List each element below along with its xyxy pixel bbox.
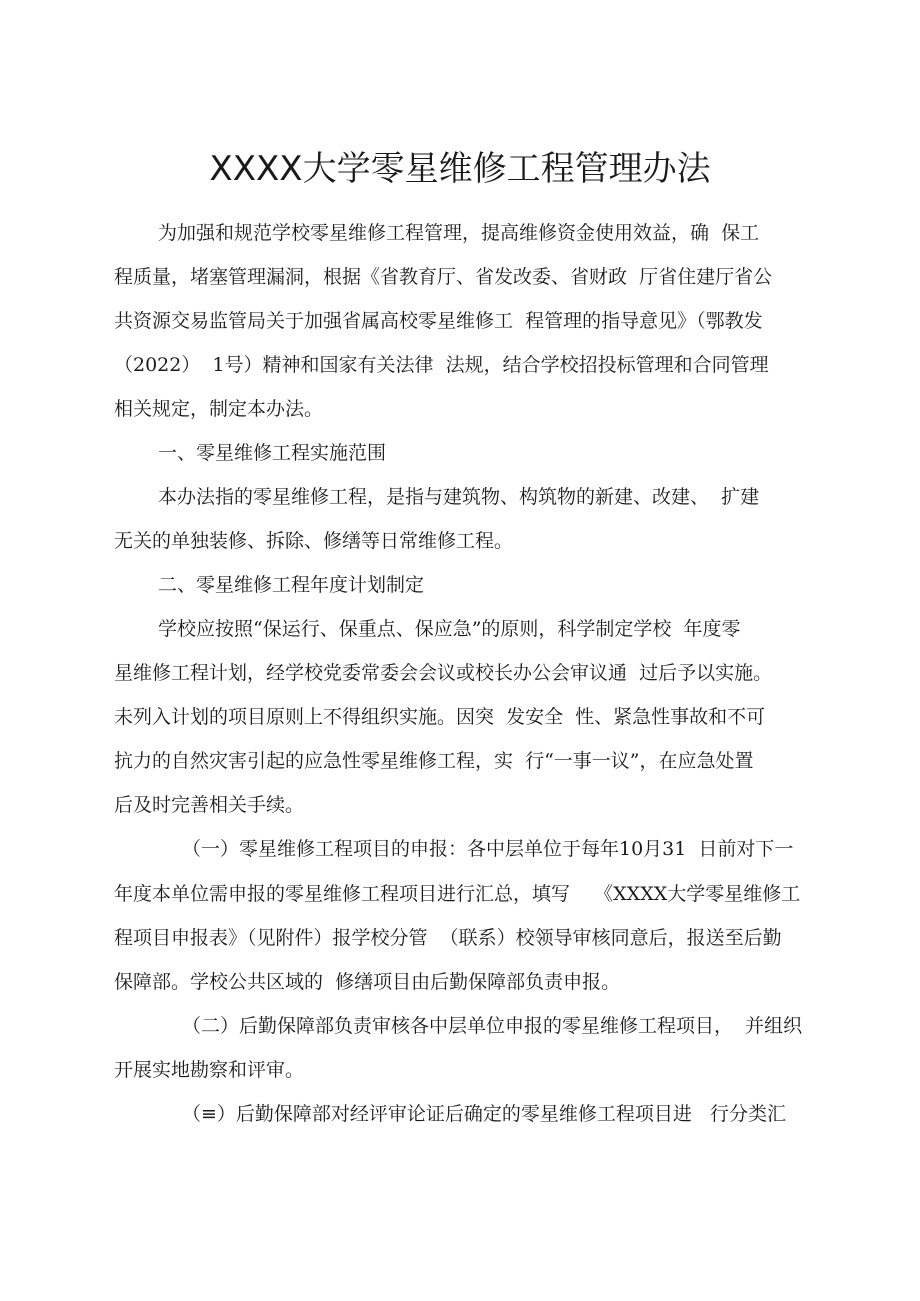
document-title: XXXX大学零星维修工程管理办法 — [209, 149, 711, 189]
paragraph-line: 星维修工程计划，经学校党委常委会会议或校长办公会审议通 过后予以实施。 — [114, 662, 773, 684]
paragraph-line: （一）零星维修工程项目的申报：各中层单位于每年10月31 日前对下一 — [182, 838, 794, 860]
paragraph-line: （≡）后勤保障部对经评审论证后确定的零星维修工程项目进 行分类汇 — [182, 1103, 787, 1125]
paragraph-line: 抗力的自然灾害引起的应急性零星维修工程，实 行“一事一议”，在应急处置 — [114, 750, 754, 772]
paragraph-line: 未列入计划的项目原则上不得组织实施。因突 发安全 性、紧急性事故和不可 — [114, 706, 766, 728]
paragraph-line: 后及时完善相关手续。 — [114, 794, 305, 816]
paragraph-line: 无关的单独装修、拆除、修缮等日常维修工程。 — [114, 530, 514, 552]
paragraph-line: 本办法指的零星维修工程，是指与建筑物、构筑物的新建、改建、 扩建 — [158, 486, 760, 508]
paragraph-line: 程项目申报表》（见附件）报学校分管 （联系）校领导审核同意后，报送至后勤 — [114, 927, 782, 949]
paragraph-line: 学校应按照“保运行、保重点、保应急”的原则，科学制定学校 年度零 — [158, 618, 741, 640]
paragraph-line: 共资源交易监管局关于加强省属高校零星维修工 程管理的指导意见》（鄂教发 — [114, 310, 763, 332]
paragraph-line: 开展实地勘察和评审。 — [114, 1059, 305, 1081]
paragraph-line: 年度本单位需申报的零星维修工程项目进行汇总，填写 《XXXX大学零星维修工 — [114, 883, 801, 905]
paragraph-line: 保障部。学校公共区域的 修缮项目由后勤保障部负责申报。 — [114, 971, 621, 993]
paragraph-line: 程质量，堵塞管理漏洞，根据《省教育厅、省发改委、省财政 厅省住建厅省公 — [114, 266, 773, 288]
section-heading: 一、零星维修工程实施范围 — [158, 442, 387, 464]
section-heading: 二、零星维修工程年度计划制定 — [158, 574, 425, 596]
paragraph-line: 为加强和规范学校零星维修工程管理，提高维修资金使用效益，确 保工 — [158, 222, 760, 244]
paragraph-line: 相关规定，制定本办法。 — [114, 398, 324, 420]
paragraph-line: （2022） 1号）精神和国家有关法律 法规，结合学校招投标管理和合同管理 — [114, 354, 769, 376]
paragraph-line: （二）后勤保障部负责审核各中层单位申报的零星维修工程项目， 并组织 — [182, 1015, 803, 1037]
